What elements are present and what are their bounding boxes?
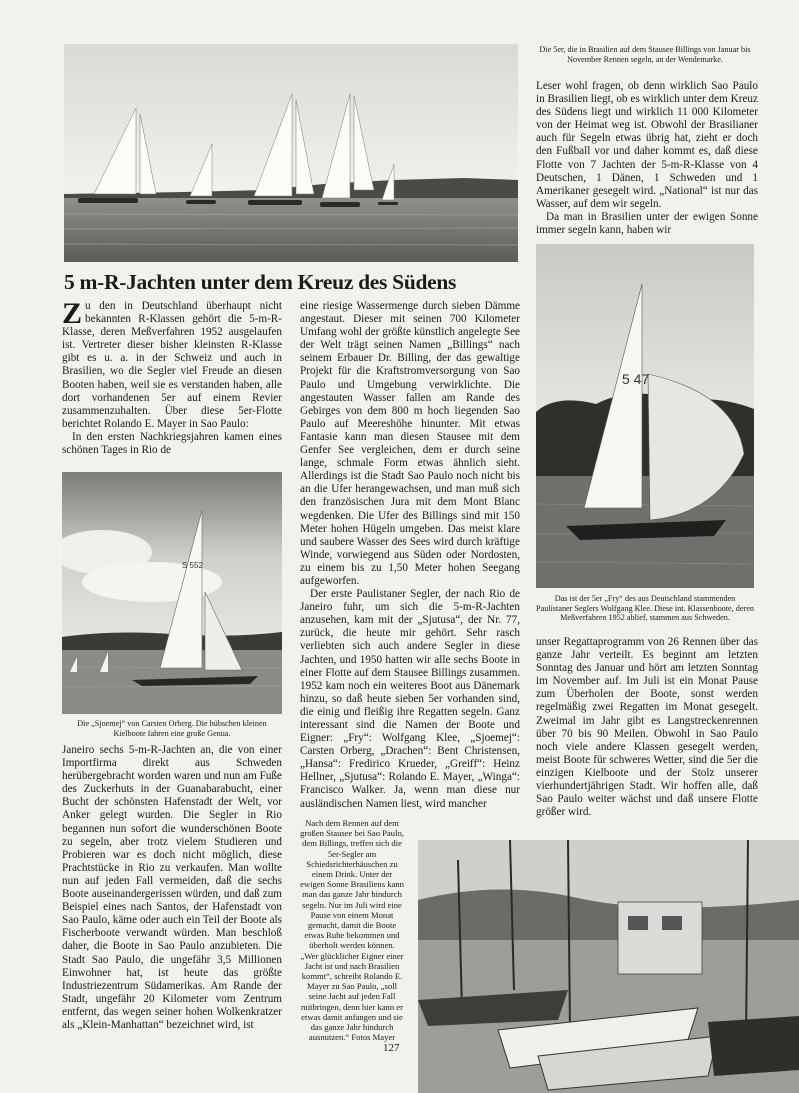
paragraph: Leser wohl fragen, ob denn wirklich Sao Paulo in Brasilien liegt, ob es wirklich unter dem Kreuz des Südens liegt und wirklich 11 000 Kilometer von der Heimat weg ist. Obwohl der Brasilianer auch für Segeln etwas übrig hat, zieht er doch den Fußball vor und daher kommt es, daß diese Flotte von 7 Jachten der 5-m-R-Klasse von 4 Deutschen, 1 Dänen, 1 Schweden und 1 Amerikaner gesegelt wird. „National“ ist nur das Wasser, auf dem wir segeln. bbox=[536, 80, 758, 210]
paragraph: Da man in Brasilien unter der ewigen Sonne immer segeln kann, haben wir bbox=[536, 210, 758, 237]
paragraph: In den ersten Nachkriegsjahren kamen eines schönen Tages in Rio de bbox=[62, 430, 282, 457]
column-1-bottom bbox=[62, 744, 282, 1032]
paragraph-text: u den in Deutschland überhaupt nicht bekannten R-Klassen gehört die 5-m-R-Klasse, deren Meßverfahren 1952 ausgelaufen ist. Vertreter dieser bisher kleinsten R-Klasse gibt es u. a. in der Schweiz und auch in Brasilien, wo die Segler viel Freude an diesen Booten haben, weil sie es verstanden haben, alle dort vorhandenen 5er auf einem Revier zusammenzuhalten. Über diese 5er-Flotte berichtet Rolando E. Mayer in Sao Paulo: bbox=[62, 300, 282, 430]
paragraph: unser Regattaprogramm von 26 Rennen über das ganze Jahr verteilt. Es beginnt am letzten Sonntag des Januar und hört am letzten Sonntag im November auf. Im Juli ist ein Monat Pause zum Überholen der Boote, sonst werden regelmäßig zwei Regatten im Monat gesegelt. Zweimal im Jahr gibt es Langstreckenrennen über 70 bis 90 Meilen. Obwohl in Sao Paulo noch viele andere Klassen gesegelt werden, meist Boote für schweres Wetter, sind die 5er die einzigen Kielboote und der Stolz unserer vierhundertjährigen Stadt. Wir hoffen alle, daß Sao Paulo weiter wächst und daß unsere Flotte größer wird. bbox=[536, 636, 758, 819]
photo-credit: Fotos Mayer bbox=[351, 1032, 396, 1043]
photo-sjoemej bbox=[62, 472, 282, 714]
column-2 bbox=[300, 300, 520, 811]
paragraph: Janeiro sechs 5-m-R-Jachten an, die von einer Importfirma direkt aus Schweden herübergebracht worden waren und nun am Fuße des Zuckerhuts in der Guanabarabucht, einer Bucht der schönsten Hafenstadt der Welt, vor Anker gelegt wurden. Die Segler in Rio begannen nun sofort die wunderschönen Boote zu segeln, aber trotz vielem Studieren und Probieren war es doch nicht möglich, diese Prachtstücke in Rio zu verkaufen. Man wollte nun auf jeden Fall vermeiden, daß die sechs Boote auseinandergerissen würden, und daß zum Beispiel eines nach Santos, der Hafenstadt von Sao Paulo, käme oder auch ein Teil der Boote als Fischerboote verwandt würden. Man beschloß daher, die Boote in Sao Paulo anzubieten. Die Stadt Sao Paulo, die ungefähr 3,5 Millionen Einwohner hat, ist heute das größte Industriezentrum Südamerikas. Am Rande der Stadt, ungefähr 20 Kilometer vom Zentrum entfernt, das wegen seiner hohen Wolkenkratzer als „Klein-Manhattan“ bezeichnet wird, ist bbox=[62, 744, 282, 1031]
paragraph: Der erste Paulistaner Segler, der nach Rio de Janeiro fuhr, um sich die 5-m-R-Jachten anzusehen, kam mit der „Sjutusa“, der Nr. 77, zurück, die heute mir gehört. Sehr rasch verliebten sich auch andere Segler in diese Jachten, und 1950 hatten wir alle sechs Boote in einer Flotte auf dem Stausee Billings zusammen. 1952 kam noch ein weiteres Boot aus Dänemark hinzu, so daß heute sieben 5er vorhanden sind, die einig und fleißig ihre Regatten segeln. Ganz interessant sind die Namen der Boote und Eigner: „Fry“: Wolfgang Klee, „Sjoemej“: Carsten Orberg, „Drachen“: Bent Christensen, „Hansa“: Fredirico Krueder, „Greiff“: Heinz Hellner, „Sjutusa“: Rolando E. Mayer, „Winga“: Francisco Walker. Ja, wenn man diese nur ausländischen Namen liest, wird mancher bbox=[300, 588, 520, 810]
caption-small-text: Nach dem Rennen auf dem großen Stausee bei Sao Paulo, dem Billings, treffen sich die 5er-Segler am Schiedsrichterhäuschen zu einem Drink. Unter der ewigen Sonne Brasiliens kann man das ganze Jahr hindurch segeln. Nur im Juli wird eine Pause von einem Monat gemacht, damit die Boote etwas Ruhe bekommen und überholt werden können. „Wer glücklicher Eigner einer Jacht ist und nach Brasilien kommt“, schreibt Rolando E. Mayer zu Sao Paulo, „soll seine Jacht auf jeden Fall mitbringen, denn hier kann er etwas damit anfangen und sie das ganze Jahr hindurch ausnutzen.“ bbox=[300, 818, 404, 1043]
sail-number-sjoemej: S 552 bbox=[182, 561, 203, 570]
paragraph bbox=[62, 297, 282, 431]
column-3-bottom bbox=[536, 636, 758, 819]
column-3-top bbox=[536, 80, 758, 237]
photo-fleet-at-mark bbox=[64, 44, 518, 262]
photo-fry bbox=[536, 244, 754, 588]
sail-number-fry: 5 47 bbox=[622, 371, 650, 387]
paragraph: eine riesige Wassermenge durch sieben Dämme angestaut. Dieser mit seinen 700 Kilometer Umfang wohl der größte künstlich angelegte See der Welt trägt seinen Namen „Billings“ nach seinem Erbauer Dr. Billing, der das gewaltige Projekt für die Kraftstromversorgung von Sao Paulo und Umgebung verwirklichte. Die angestauten Wasser fallen am Rande des Gebirges von dem 800 m hoch liegenden Sao Paulo auf Meereshöhe hinunter. Mit etwas Fantasie kann man diesen Stausee mit dem Genfer See vergleichen, dem er durch seine lange, schmale Form etwas ähnlich sieht. Allerdings ist die Stadt Sao Paulo noch nicht bis an die Ufer herangewachsen, und man muß sich den französischen Jura mit dem Mont Blanc wegdenken. Die Ufer des Billings sind mit 150 Meter hohen Hügeln umgeben. Das meist klare und saubere Wasser des Sees wird durch kräftige Winde, vorwiegend aus Süden oder Nordosten, zu einem bis zu 1,50 Meter hohen Seegang aufgeworfen. bbox=[300, 300, 520, 587]
caption-left-photo: Die „Sjoemej“ von Carsten Orberg. Die hübschen kleinen Kielboote fahren eine große Genua. bbox=[77, 719, 267, 738]
page-number: 127 bbox=[383, 1042, 400, 1054]
caption-small-column bbox=[300, 818, 404, 1042]
article-headline: 5 m-R-Jachten unter dem Kreuz des Südens bbox=[64, 270, 457, 294]
caption-right-photo: Das ist der 5er „Fry“ des aus Deutschland stammenden Paulistaner Seglers Wolfgang Klee. Diese int. Klassenboote, deren Meßverfahren 1952 ablief, stammen aus Schweden. bbox=[536, 594, 754, 623]
caption-top-right: Die 5er, die in Brasilien auf dem Stausee Billings von Januar bis November Rennen segeln, an der Wendemarke. bbox=[539, 45, 751, 64]
column-1-top bbox=[62, 297, 282, 457]
photo-boats-at-clubhouse bbox=[418, 840, 799, 1093]
drop-cap: Z bbox=[62, 297, 83, 330]
